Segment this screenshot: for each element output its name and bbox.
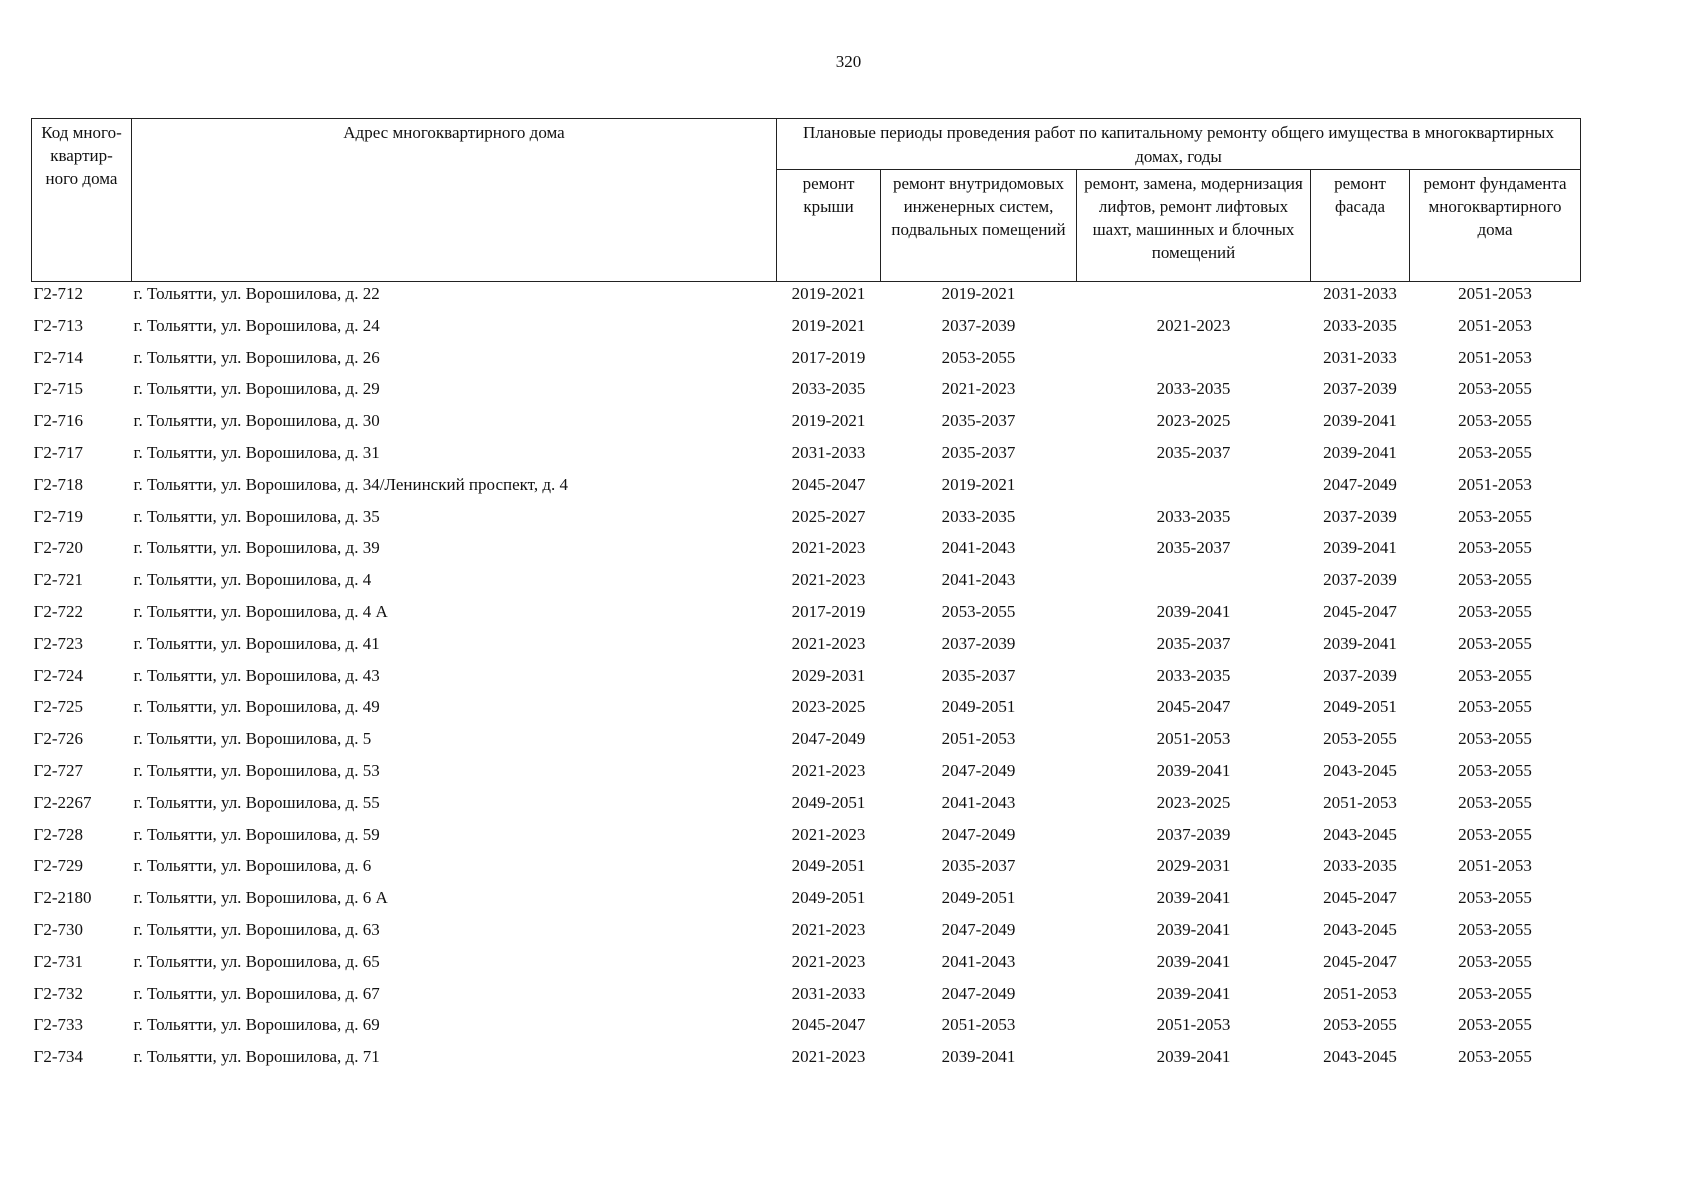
cell-address: г. Тольятти, ул. Ворошилова, д. 4	[133, 570, 372, 590]
cell-engineering: 2053-2055	[941, 347, 1016, 367]
cell-facade: 2037-2039	[1323, 379, 1397, 399]
cell-code: Г2-726	[33, 729, 83, 749]
table-row	[32, 1015, 1581, 1047]
cell-foundation: 2053-2055	[1458, 951, 1532, 971]
cell-address: г. Тольятти, ул. Ворошилова, д. 26	[133, 347, 380, 367]
cell-engineering: 2041-2043	[941, 538, 1016, 558]
header-address-label: Адрес многоквартирного дома	[343, 123, 565, 142]
cell-facade: 2051-2053	[1323, 792, 1397, 812]
cell-foundation: 2053-2055	[1458, 665, 1532, 685]
cell-foundation: 2053-2055	[1458, 411, 1532, 431]
cell-code: Г2-716	[33, 411, 83, 431]
header-roof	[777, 170, 881, 282]
header-facade	[1311, 170, 1410, 282]
header-facade-label: ремонт фасада	[1334, 174, 1386, 216]
cell-foundation: 2053-2055	[1458, 538, 1532, 558]
cell-code: Г2-729	[33, 856, 83, 876]
cell-code: Г2-714	[33, 347, 83, 367]
cell-address: г. Тольятти, ул. Ворошилова, д. 53	[133, 760, 380, 780]
cell-address: г. Тольятти, ул. Ворошилова, д. 6 А	[133, 888, 388, 908]
cell-engineering: 2047-2049	[941, 824, 1016, 844]
cell-roof: 2021-2023	[791, 538, 866, 558]
cell-facade: 2053-2055	[1323, 729, 1397, 749]
cell-facade: 2053-2055	[1323, 1015, 1397, 1035]
cell-code: Г2-732	[33, 983, 83, 1003]
cell-address: г. Тольятти, ул. Ворошилова, д. 59	[133, 824, 380, 844]
cell-code: Г2-719	[33, 506, 83, 526]
cell-roof: 2033-2035	[791, 379, 866, 399]
cell-lifts: 2051-2053	[1156, 729, 1231, 749]
cell-roof: 2023-2025	[791, 697, 866, 717]
cell-foundation: 2053-2055	[1458, 919, 1532, 939]
cell-engineering: 2041-2043	[941, 570, 1016, 590]
cell-engineering: 2019-2021	[941, 284, 1016, 303]
cell-address: г. Тольятти, ул. Ворошилова, д. 6	[133, 856, 372, 876]
table-row	[32, 316, 1581, 348]
cell-roof: 2049-2051	[791, 888, 866, 908]
cell-roof: 2021-2023	[791, 1047, 866, 1067]
cell-lifts	[1077, 570, 1311, 602]
cell-engineering: 2047-2049	[941, 919, 1016, 939]
cell-foundation: 2053-2055	[1458, 1047, 1532, 1067]
cell-foundation: 2053-2055	[1458, 1015, 1532, 1035]
cell-facade: 2031-2033	[1323, 347, 1397, 367]
cell-lifts: 2039-2041	[1156, 951, 1231, 971]
cell-facade: 2043-2045	[1323, 919, 1397, 939]
cell-engineering: 2047-2049	[941, 983, 1016, 1003]
cell-roof: 2047-2049	[791, 729, 866, 749]
cell-lifts	[1077, 282, 1311, 316]
table-row	[32, 666, 1581, 698]
cell-roof: 2049-2051	[791, 792, 866, 812]
cell-lifts: 2023-2025	[1156, 411, 1231, 431]
cell-address: г. Тольятти, ул. Ворошилова, д. 34/Ленинский проспект, д. 4	[133, 474, 568, 494]
cell-lifts: 2033-2035	[1156, 379, 1231, 399]
cell-code: Г2-717	[33, 442, 83, 462]
cell-lifts: 2021-2023	[1156, 315, 1231, 335]
table-row	[32, 379, 1581, 411]
cell-facade: 2031-2033	[1323, 284, 1397, 303]
cell-facade: 2043-2045	[1323, 1047, 1397, 1067]
cell-lifts: 2029-2031	[1156, 856, 1231, 876]
cell-engineering: 2051-2053	[941, 729, 1016, 749]
cell-lifts: 2039-2041	[1156, 1047, 1231, 1067]
cell-facade: 2037-2039	[1323, 570, 1397, 590]
cell-code: Г2-722	[33, 601, 83, 621]
table-row	[32, 602, 1581, 634]
cell-facade: 2045-2047	[1323, 601, 1397, 621]
cell-address: г. Тольятти, ул. Ворошилова, д. 24	[133, 315, 380, 335]
cell-facade: 2033-2035	[1323, 856, 1397, 876]
cell-lifts: 2037-2039	[1156, 824, 1231, 844]
cell-foundation: 2053-2055	[1458, 633, 1532, 653]
cell-address: г. Тольятти, ул. Ворошилова, д. 65	[133, 951, 380, 971]
cell-engineering: 2037-2039	[941, 633, 1016, 653]
header-lifts	[1077, 170, 1311, 282]
cell-roof: 2019-2021	[791, 284, 866, 303]
cell-code: Г2-721	[33, 570, 83, 590]
cell-address: г. Тольятти, ул. Ворошилова, д. 4 А	[133, 601, 388, 621]
cell-code: Г2-720	[33, 538, 83, 558]
cell-lifts: 2039-2041	[1156, 919, 1231, 939]
cell-engineering: 2037-2039	[941, 315, 1016, 335]
cell-foundation: 2053-2055	[1458, 888, 1532, 908]
cell-engineering: 2035-2037	[941, 665, 1016, 685]
table-row	[32, 697, 1581, 729]
table-body	[32, 282, 1581, 1079]
table-row	[32, 282, 1581, 316]
cell-foundation: 2053-2055	[1458, 792, 1532, 812]
cell-lifts: 2039-2041	[1156, 983, 1231, 1003]
header-foundation-label: ремонт фундамента многоквартирного дома	[1423, 174, 1567, 239]
cell-engineering: 2019-2021	[941, 474, 1016, 494]
header-planned-periods-label: Плановые периоды проведения работ по капитальному ремонту общего имущества в многоквартирных домах, годы	[803, 123, 1554, 166]
cell-address: г. Тольятти, ул. Ворошилова, д. 69	[133, 1015, 380, 1035]
cell-roof: 2021-2023	[791, 824, 866, 844]
cell-roof: 2017-2019	[791, 347, 866, 367]
cell-facade: 2045-2047	[1323, 951, 1397, 971]
cell-roof: 2025-2027	[791, 506, 866, 526]
header-roof-label: ремонт крыши	[802, 174, 855, 216]
cell-lifts: 2039-2041	[1156, 601, 1231, 621]
header-code	[32, 119, 132, 282]
cell-roof: 2019-2021	[791, 411, 866, 431]
cell-roof: 2031-2033	[791, 983, 866, 1003]
cell-facade: 2039-2041	[1323, 411, 1397, 431]
cell-roof: 2021-2023	[791, 760, 866, 780]
cell-foundation: 2053-2055	[1458, 760, 1532, 780]
cell-address: г. Тольятти, ул. Ворошилова, д. 41	[133, 633, 380, 653]
cell-roof: 2045-2047	[791, 474, 866, 494]
table-row	[32, 475, 1581, 507]
cell-foundation: 2053-2055	[1458, 506, 1532, 526]
table-row	[32, 443, 1581, 475]
cell-engineering: 2041-2043	[941, 792, 1016, 812]
cell-engineering: 2053-2055	[941, 601, 1016, 621]
table-row	[32, 729, 1581, 761]
cell-foundation: 2051-2053	[1458, 474, 1532, 494]
cell-code: Г2-712	[33, 284, 83, 303]
cell-code: Г2-2267	[33, 792, 92, 812]
cell-code: Г2-725	[33, 697, 83, 717]
cell-address: г. Тольятти, ул. Ворошилова, д. 5	[133, 729, 372, 749]
cell-address: г. Тольятти, ул. Ворошилова, д. 35	[133, 506, 380, 526]
cell-engineering: 2033-2035	[941, 506, 1016, 526]
cell-facade: 2039-2041	[1323, 633, 1397, 653]
cell-code: Г2-715	[33, 379, 83, 399]
cell-facade: 2043-2045	[1323, 824, 1397, 844]
cell-engineering: 2049-2051	[941, 697, 1016, 717]
table-row	[32, 411, 1581, 443]
table-row	[32, 507, 1581, 539]
cell-address: г. Тольятти, ул. Ворошилова, д. 31	[133, 442, 380, 462]
cell-roof: 2045-2047	[791, 1015, 866, 1035]
table-row	[32, 538, 1581, 570]
cell-address: г. Тольятти, ул. Ворошилова, д. 63	[133, 919, 380, 939]
cell-foundation: 2051-2053	[1458, 284, 1532, 303]
cell-address: г. Тольятти, ул. Ворошилова, д. 55	[133, 792, 380, 812]
cell-lifts: 2039-2041	[1156, 888, 1231, 908]
table-row	[32, 761, 1581, 793]
cell-lifts: 2035-2037	[1156, 633, 1231, 653]
cell-lifts	[1077, 348, 1311, 380]
cell-code: Г2-713	[33, 315, 83, 335]
cell-engineering: 2035-2037	[941, 442, 1016, 462]
cell-facade: 2045-2047	[1323, 888, 1397, 908]
header-address	[132, 119, 777, 282]
cell-facade: 2051-2053	[1323, 983, 1397, 1003]
cell-roof: 2021-2023	[791, 951, 866, 971]
cell-engineering: 2021-2023	[941, 379, 1016, 399]
cell-lifts	[1077, 475, 1311, 507]
table-row	[32, 1047, 1581, 1079]
header-code-label: Код много-квартир-ного дома	[41, 123, 122, 188]
cell-foundation: 2051-2053	[1458, 315, 1532, 335]
cell-engineering: 2035-2037	[941, 856, 1016, 876]
cell-engineering: 2041-2043	[941, 951, 1016, 971]
cell-roof: 2049-2051	[791, 856, 866, 876]
cell-facade: 2043-2045	[1323, 760, 1397, 780]
cell-facade: 2049-2051	[1323, 697, 1397, 717]
table-row	[32, 888, 1581, 920]
cell-roof: 2021-2023	[791, 633, 866, 653]
cell-facade: 2047-2049	[1323, 474, 1397, 494]
cell-code: Г2-731	[33, 951, 83, 971]
cell-lifts: 2033-2035	[1156, 665, 1231, 685]
header-engineering	[881, 170, 1077, 282]
cell-code: Г2-727	[33, 760, 83, 780]
capital-repair-table	[31, 118, 1581, 1079]
cell-lifts: 2051-2053	[1156, 1015, 1231, 1035]
table-row	[32, 825, 1581, 857]
table-row	[32, 920, 1581, 952]
cell-roof: 2019-2021	[791, 315, 866, 335]
cell-foundation: 2053-2055	[1458, 379, 1532, 399]
cell-engineering: 2049-2051	[941, 888, 1016, 908]
table-row	[32, 793, 1581, 825]
cell-roof: 2021-2023	[791, 570, 866, 590]
cell-lifts: 2023-2025	[1156, 792, 1231, 812]
cell-foundation: 2053-2055	[1458, 983, 1532, 1003]
cell-facade: 2039-2041	[1323, 442, 1397, 462]
cell-code: Г2-2180	[33, 888, 92, 908]
cell-lifts: 2045-2047	[1156, 697, 1231, 717]
cell-address: г. Тольятти, ул. Ворошилова, д. 49	[133, 697, 380, 717]
header-engineering-label: ремонт внутридомовых инженерных систем, подвальных помещений	[891, 174, 1066, 239]
cell-facade: 2037-2039	[1323, 506, 1397, 526]
page-number: 320	[835, 52, 862, 71]
cell-foundation: 2053-2055	[1458, 697, 1532, 717]
cell-lifts: 2033-2035	[1156, 506, 1231, 526]
cell-code: Г2-733	[33, 1015, 83, 1035]
cell-roof: 2017-2019	[791, 601, 866, 621]
cell-address: г. Тольятти, ул. Ворошилова, д. 30	[133, 411, 380, 431]
cell-engineering: 2051-2053	[941, 1015, 1016, 1035]
cell-facade: 2033-2035	[1323, 315, 1397, 335]
cell-foundation: 2051-2053	[1458, 856, 1532, 876]
header-planned-periods	[777, 119, 1581, 170]
cell-address: г. Тольятти, ул. Ворошилова, д. 43	[133, 665, 380, 685]
table-row	[32, 570, 1581, 602]
cell-foundation: 2053-2055	[1458, 442, 1532, 462]
cell-foundation: 2053-2055	[1458, 601, 1532, 621]
cell-roof: 2021-2023	[791, 919, 866, 939]
cell-roof: 2031-2033	[791, 442, 866, 462]
cell-address: г. Тольятти, ул. Ворошилова, д. 22	[133, 284, 380, 303]
cell-code: Г2-723	[33, 633, 83, 653]
cell-engineering: 2039-2041	[941, 1047, 1016, 1067]
cell-lifts: 2039-2041	[1156, 760, 1231, 780]
table-header	[32, 119, 1581, 282]
cell-code: Г2-730	[33, 919, 83, 939]
cell-engineering: 2047-2049	[941, 760, 1016, 780]
cell-foundation: 2053-2055	[1458, 824, 1532, 844]
cell-lifts: 2035-2037	[1156, 442, 1231, 462]
header-foundation	[1410, 170, 1581, 282]
cell-lifts: 2035-2037	[1156, 538, 1231, 558]
cell-code: Г2-734	[33, 1047, 83, 1067]
cell-foundation: 2053-2055	[1458, 729, 1532, 749]
cell-code: Г2-728	[33, 824, 83, 844]
header-lifts-label: ремонт, замена, модернизация лифтов, ремонт лифтовых шахт, машинных и блочных помещений	[1084, 174, 1303, 262]
table-row	[32, 856, 1581, 888]
table-row	[32, 984, 1581, 1016]
cell-address: г. Тольятти, ул. Ворошилова, д. 39	[133, 538, 380, 558]
cell-facade: 2037-2039	[1323, 665, 1397, 685]
table-row	[32, 952, 1581, 984]
cell-code: Г2-718	[33, 474, 83, 494]
cell-code: Г2-724	[33, 665, 83, 685]
table-row	[32, 634, 1581, 666]
cell-foundation: 2051-2053	[1458, 347, 1532, 367]
cell-roof: 2029-2031	[791, 665, 866, 685]
cell-address: г. Тольятти, ул. Ворошилова, д. 71	[133, 1047, 380, 1067]
cell-address: г. Тольятти, ул. Ворошилова, д. 67	[133, 983, 380, 1003]
cell-facade: 2039-2041	[1323, 538, 1397, 558]
table-row	[32, 348, 1581, 380]
cell-engineering: 2035-2037	[941, 411, 1016, 431]
cell-address: г. Тольятти, ул. Ворошилова, д. 29	[133, 379, 380, 399]
cell-foundation: 2053-2055	[1458, 570, 1532, 590]
